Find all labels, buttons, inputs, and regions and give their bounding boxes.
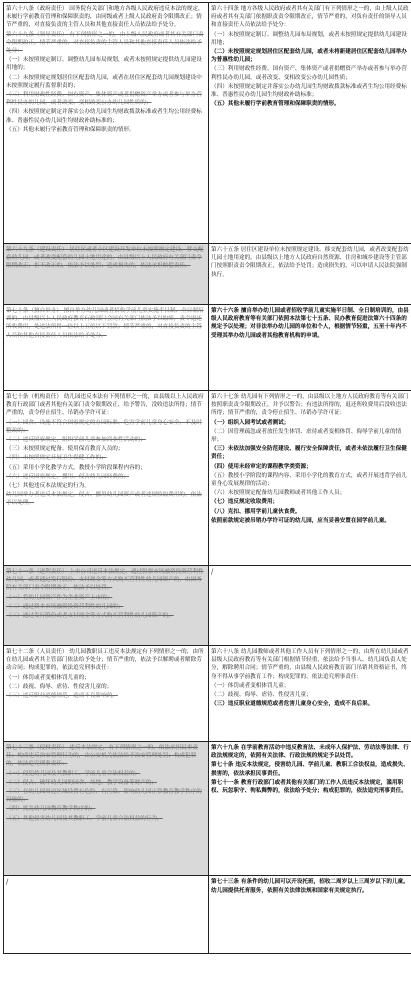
- comparison-document: [3, 2, 408, 954]
- article-text: （三）利用财政性经费、国有资产、集体资产或者捐赠资产举办或者参与举办营利性民办幼儿园，或者改变、变相改变公办幼儿园性质；: [211, 65, 410, 81]
- old-draft-cell: [4, 876, 209, 954]
- old-draft-cell: [4, 566, 209, 646]
- article-text: 依照前款规定被吊销办学许可证的幼儿园，应当妥善安置在园学前儿童。: [211, 517, 410, 525]
- clause-text: （五）其他未履行学前教育管理和保障职责的情形。: [6, 126, 206, 134]
- clause-text: 第七十二条（人员责任） 幼儿园教职员工违反本法规定有下列情形之一的，由所在幼儿园或者其主管部门依法给予处分；情节严重的，依法予以解聘或者解除劳动合同；构成犯罪的，依法追究刑事责任：: [6, 648, 206, 673]
- clause-text: （一）将幼儿园资产作为企业资产上市的；: [6, 594, 206, 602]
- article-text: 第七十一条 教育行政部门或者其他有关部门的工作人员违反本法规定，滥用职权、玩忽职守、徇私舞弊的，依法给予处分；构成犯罪的，依法追究刑事责任。: [211, 779, 410, 795]
- clause-text: 第七十条（机构责任） 幼儿园违反本法有下列情形之一的，由县级以上人民政府教育行政部门或者其他有关部门责令限期改正，给予警告，没收违法所得；情节严重的，责令停止招生、吊销办学许可证：: [6, 393, 206, 418]
- clause-text: （二）违反国家规定，组织学前儿童参加商业性活动的；: [6, 436, 206, 444]
- table-row: [4, 391, 411, 566]
- article-text: 第六十四条 地方各级人民政府或者其有关部门有下列情形之一的，由上级人民政府或者其有关部门依据职责责令限期改正，情节严重的，对负有责任的领导人员和直接责任人员依法给予处分：: [211, 5, 410, 30]
- clause-text: （三）未按照规定配备、使用保育教育人员的；: [6, 445, 206, 453]
- article-text: 第六十六条 擅自举办幼儿园或者招收学前儿童实施半日制、全日制培训的，由县级人民政府教育等有关部门依照本法第七十五条、民办教育促进法第六十四条的规定予以处理；对非法举办幼儿园的单位和个人，根据情节轻重，五至十年内不受理其举办幼儿园或者其他教育机构的申请。: [211, 307, 410, 340]
- article-text: 幼儿园提供托育服务，依照有关法律法规和国家有关规定执行。: [211, 887, 410, 895]
- new-law-cell: [209, 305, 411, 391]
- table-row: [4, 3, 411, 244]
- table-row: [4, 566, 411, 646]
- old-draft-cell: [4, 3, 209, 244]
- article-text: （三）未依法加强安全防范建设、履行安全保障责任，或者未依法履行卫生保健责任；: [211, 445, 410, 461]
- old-draft-cell: [4, 305, 209, 391]
- new-law-cell: [209, 876, 411, 954]
- article-text: 第七十条 违反本法规定，侵害幼儿园、学前儿童、教职工合法权益，造成损失、损害的，依法承担民事责任。: [211, 761, 410, 777]
- table-row: [4, 646, 411, 742]
- new-law-cell: [209, 566, 411, 646]
- article-text: （五）其他未履行学前教育管理和保障职责的情形。: [211, 100, 410, 108]
- article-text: （五）教授小学阶段的课程内容、采用小学化的教育方式，或者开展违背学前儿童身心发展规律的活动；: [211, 472, 410, 488]
- article-text: 第七十三条 有条件的幼儿园可以开设托班，招收二周岁以上三周岁以下的儿童。: [211, 878, 410, 886]
- empty-cell-slash: /: [6, 878, 206, 886]
- clause-text: （二）歧视、侮辱、虐待、性侵害儿童的；: [6, 683, 206, 691]
- clause-text: （五）采用小学化教学方式，教授小学阶段课程内容的；: [6, 464, 206, 472]
- clause-text: （一）未按照规定制订、调整幼儿园布局规划，或者未按照规定提供幼儿园建设用地的；: [6, 56, 206, 72]
- clause-text: （二）通过资本市场融资投资营利性幼儿园的；: [6, 603, 206, 611]
- table-row: [4, 742, 411, 876]
- clause-text: （七）其他违反本法规定的行为。: [6, 482, 206, 490]
- table-row: [4, 244, 411, 305]
- clause-text: （一）侵犯幼儿园及其教职工、学前儿童合法权益的；: [6, 770, 206, 778]
- old-draft-cell: [4, 391, 209, 566]
- clause-text: （一）体罚或者变相体罚儿童的；: [6, 674, 206, 682]
- article-text: （三）违反职业道德规范或者危害儿童身心安全，造成不良后果。: [211, 700, 410, 708]
- comparison-table: [3, 2, 411, 954]
- clause-text: （三）通过发行股份或者支付现金等方式购买营利性幼儿园资产的。: [6, 612, 206, 620]
- clause-text: 第七十一条（逐利责任） 上市公司违反本法规定，通过股票市场融资投资营利性幼儿园，或者通过发行股份、支付现金等方式购买营利性幼儿园资产的，由国务院有关部门责令限期改正，依法予以处罚。: [6, 568, 206, 593]
- clause-text: 第六十九条（建设责任） 居住区或者小区建设开发单位未按照规定建设、移交配套幼儿园，或者改变配套幼儿园土地用途的，由县级以上人民政府有关部门责令限期改正；拒不改正的，依法予以处罚；造成损失的，依法承担赔偿责任。: [6, 246, 206, 271]
- article-text: 第六十八条 幼儿园教师或者其他工作人员有下列情形之一的，由所在幼儿园或者县级人民政府教育等有关部门根据情节轻重，依法给予当事人、幼儿园负责人处分，解除聘用合同；情节严重的，由县级人民政府教育部门吊销其资格证书，终身不得从事学前教育工作；构成犯罪的，依法追究刑事责任：: [211, 648, 410, 681]
- article-text: （二）未按照规定规划居住区配套幼儿园，或者未将新建居住区配套幼儿园举办为普惠性幼儿园；: [211, 48, 410, 64]
- table-row: [4, 876, 411, 954]
- clause-text: （三）利用财政性经费、国有资产、集体资产或者捐赠资产举办或者参与举办营利性民办幼儿园，或者改变、变相改变公办幼儿园性质的；: [6, 91, 206, 107]
- clause-text: （四）未按照规定制定并落实公办幼儿园生均财政拨款标准或者生均公用经费标准、普惠性民办幼儿园生均财政补助标准的；: [6, 108, 206, 124]
- article-text: （二）歧视、侮辱、虐待、性侵害儿童；: [211, 691, 410, 699]
- new-law-cell: [209, 742, 411, 876]
- article-text: 第六十九条 在学前教育活动中违反教育法、未成年人保护法、劳动法等法律、行政法规规定的，依照有关法律、行政法规的规定予以处罚。: [211, 744, 410, 760]
- clause-text: 第六十九条（领导责任） 有下列情形之一的，由上级人民政府或者其有关部门责令限期改正，情节严重的，对直接负责的主管人员和其他直接责任人员依法给予处分：: [6, 31, 206, 56]
- article-text: （四）使用未经审定的课程教学类资源；: [211, 463, 410, 471]
- old-draft-cell: [4, 646, 209, 742]
- clause-text: 幼儿园举办者违反本法规定，侵占、挪用幼儿园资产或者违规收取费用的，依法予以处理。: [6, 491, 206, 507]
- clause-text: 第七十三条（侵权责任） 违反本法规定，有下列情形之一的，依法承担民事责任；构成违反治安管理行为的，由公安机关依法给予治安管理处罚；构成犯罪的，依法追究刑事责任：: [6, 744, 206, 769]
- clause-text: （六）违反国家规定，挪用、侵占幼儿园经费的；: [6, 473, 206, 481]
- clause-text: （二）未按照规定规划居住区配套幼儿园，或者在居住区配套幼儿园规划建设中未按照规定履行监督职责的；: [6, 74, 206, 90]
- article-text: 第六十七条 幼儿园有下列情形之一的，由县级以上地方人民政府教育等有关部门按照职责责令限期改正，并予以警告；有违法所得的，退还所收费用后没收违法所得；情节严重的，责令停止招生、吊销办学许可证：: [211, 393, 410, 418]
- clause-text: （一）园舍、设施不符合国家规定的办园标准、危害学前儿童身心安全，不及时整改的；: [6, 419, 206, 435]
- article-text: （一）组织入园考试或者测试；: [211, 419, 410, 427]
- clause-text: （五）其他侵害幼儿园及其教职工、学前儿童合法权益的行为。: [6, 815, 206, 823]
- article-text: （二）因管理疏忽或者放任发生体罚、虐待或者变相体罚、侮辱学前儿童的情形；: [211, 428, 410, 444]
- old-draft-cell: [4, 244, 209, 305]
- new-law-cell: [209, 3, 411, 244]
- article-text: （八）克扣、挪用学前儿童伙食费。: [211, 508, 410, 516]
- article-text: 第六十五条 居住区建设单位未按照规定建设、移交配套幼儿园，或者改变配套幼儿园土地用途的，由县级以上地方人民政府自然资源、住房和城乡建设等主管部门按照职责责令限期改正，依法给予处罚；造成损失的，可以申请人民法院强制执行。: [211, 246, 410, 279]
- old-draft-cell: [4, 742, 209, 876]
- empty-cell-slash: /: [211, 568, 410, 576]
- new-law-cell: [209, 391, 411, 566]
- article-text: （一）体罚或者变相体罚儿童；: [211, 682, 410, 690]
- table-row: [4, 305, 411, 391]
- clause-text: 第七十条（擅自举办） 擅自举办幼儿园或者招收学前儿童实施半日制、全日制培训的，由县级以上人民政府教育行政部门会同有关部门依法予以取缔，责令退还所收费用，处违法所得一倍以上五倍以下罚款；情节严重的，对直接负责的主管人员和其他直接责任人员依法给予处分。: [6, 307, 206, 340]
- clause-text: （二）侵占、破坏幼儿园的园舍、场地、教学设备等财产的；: [6, 779, 206, 787]
- article-text: （六）未按照规定配备幼儿园教师或者其他工作人员；: [211, 489, 410, 497]
- clause-text: 第六十八条（政府责任） 国务院有关部门和地方各级人民政府违反本法的规定，未履行学前教育管理和保障职责的，由同级或者上级人民政府责令限期改正；情节严重的，对直接负责的主管人员和其他直接责任人员依法给予处分。: [6, 5, 206, 30]
- article-text: （一）未按照规定制订、调整幼儿园布局规划，或者未按照规定提供幼儿园建设用地；: [211, 31, 410, 47]
- article-text: （四）未按照规定制定并落实公办幼儿园生均财政拨款标准或者生均公用经费标准、普惠性民办幼儿园生均财政补助标准；: [211, 83, 410, 99]
- new-law-cell: [209, 244, 411, 305]
- clause-text: （三）违反职业道德规范，造成不良影响的。: [6, 692, 206, 700]
- clause-text: （四）扰乱幼儿园教育教学秩序的；: [6, 805, 206, 813]
- clause-text: （四）未按照规定开展卫生保健工作的；: [6, 454, 206, 462]
- article-text: （七）违反规定收取费用；: [211, 498, 410, 506]
- clause-text: （三）在幼儿园周边区域设置有危险、有污染、影响幼儿园正常教育教学秩序的设施的；: [6, 788, 206, 804]
- comparison-table-body: [4, 3, 411, 954]
- new-law-cell: [209, 646, 411, 742]
